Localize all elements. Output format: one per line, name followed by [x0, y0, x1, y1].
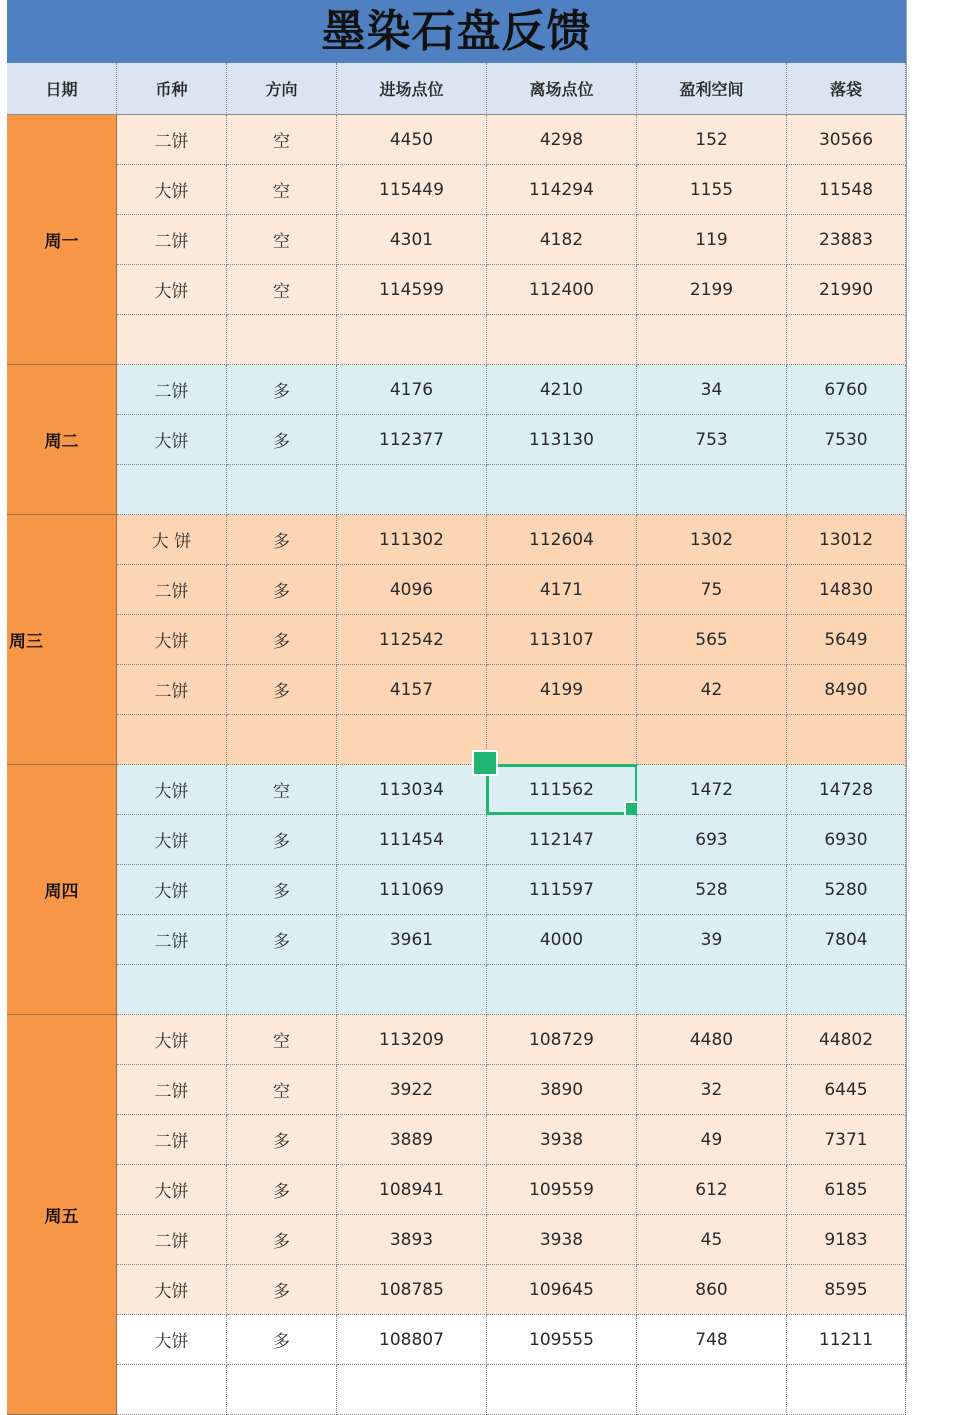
cell-currency[interactable]: 二饼: [117, 915, 227, 965]
cell-profit-range[interactable]: 748: [637, 1315, 787, 1365]
cell-exit-price[interactable]: 109645: [487, 1265, 637, 1315]
cell-direction[interactable]: 多: [227, 865, 337, 915]
cell-realized[interactable]: [787, 715, 906, 765]
cell-currency[interactable]: 大饼: [117, 1315, 227, 1365]
cell-entry-price[interactable]: 108785: [337, 1265, 487, 1315]
cell-direction[interactable]: 多: [227, 915, 337, 965]
column-header-exit-price[interactable]: 离场点位: [487, 63, 637, 115]
cell-realized[interactable]: 14728: [787, 765, 906, 815]
day-label-cell[interactable]: 周三: [7, 515, 117, 765]
cell-realized[interactable]: 8595: [787, 1265, 906, 1315]
cell-exit-price[interactable]: [487, 965, 637, 1015]
cell-profit-range[interactable]: 4480: [637, 1015, 787, 1065]
cell-direction[interactable]: 多: [227, 415, 337, 465]
cell-entry-price[interactable]: [337, 465, 487, 515]
cell-entry-price[interactable]: 4176: [337, 365, 487, 415]
cell-profit-range[interactable]: 49: [637, 1115, 787, 1165]
cell-profit-range[interactable]: 119: [637, 215, 787, 265]
cell-exit-price[interactable]: 112147: [487, 815, 637, 865]
cell-exit-price[interactable]: [487, 1365, 637, 1415]
column-header-entry-price[interactable]: 进场点位: [337, 63, 487, 115]
cell-currency[interactable]: 大饼: [117, 765, 227, 815]
cell-exit-price[interactable]: 3890: [487, 1065, 637, 1115]
cell-entry-price[interactable]: 4096: [337, 565, 487, 615]
cell-direction[interactable]: 多: [227, 1315, 337, 1365]
cell-exit-price[interactable]: 112400: [487, 265, 637, 315]
cell-exit-price[interactable]: [487, 715, 637, 765]
cell-profit-range[interactable]: 34: [637, 365, 787, 415]
cell-realized[interactable]: 7804: [787, 915, 906, 965]
cell-realized[interactable]: [787, 965, 906, 1015]
cell-profit-range[interactable]: 860: [637, 1265, 787, 1315]
cell-realized[interactable]: 7371: [787, 1115, 906, 1165]
cell-currency[interactable]: [117, 715, 227, 765]
day-label-cell[interactable]: 周二: [7, 365, 117, 515]
cell-profit-range[interactable]: 45: [637, 1215, 787, 1265]
cell-currency[interactable]: 大饼: [117, 615, 227, 665]
cell-profit-range[interactable]: 1302: [637, 515, 787, 565]
cell-currency[interactable]: 大饼: [117, 1015, 227, 1065]
cell-profit-range[interactable]: [637, 465, 787, 515]
cell-entry-price[interactable]: 113209: [337, 1015, 487, 1065]
cell-entry-price[interactable]: 3889: [337, 1115, 487, 1165]
cell-direction[interactable]: 多: [227, 615, 337, 665]
cell-profit-range[interactable]: 2199: [637, 265, 787, 315]
cell-entry-price[interactable]: 4157: [337, 665, 487, 715]
cell-profit-range[interactable]: 528: [637, 865, 787, 915]
cell-realized[interactable]: 7530: [787, 415, 906, 465]
cell-realized[interactable]: 6185: [787, 1165, 906, 1215]
cell-profit-range[interactable]: 565: [637, 615, 787, 665]
cell-realized[interactable]: 5649: [787, 615, 906, 665]
cell-direction[interactable]: 多: [227, 565, 337, 615]
day-label-cell[interactable]: 周一: [7, 115, 117, 365]
selected-cell-exit-price[interactable]: 111562: [487, 765, 637, 815]
cell-direction[interactable]: 空: [227, 1065, 337, 1115]
cell-realized[interactable]: 14830: [787, 565, 906, 615]
cell-exit-price[interactable]: 108729: [487, 1015, 637, 1065]
cell-direction[interactable]: 多: [227, 665, 337, 715]
cell-direction[interactable]: 多: [227, 1215, 337, 1265]
cell-exit-price[interactable]: 4182: [487, 215, 637, 265]
cell-realized[interactable]: 23883: [787, 215, 906, 265]
cell-profit-range[interactable]: [637, 1365, 787, 1415]
cell-direction[interactable]: 空: [227, 165, 337, 215]
cell-realized[interactable]: 6760: [787, 365, 906, 415]
cell-exit-price[interactable]: [487, 315, 637, 365]
cell-profit-range[interactable]: 753: [637, 415, 787, 465]
cell-profit-range[interactable]: 39: [637, 915, 787, 965]
cell-realized[interactable]: 11211: [787, 1315, 906, 1365]
cell-currency[interactable]: 二饼: [117, 215, 227, 265]
cell-entry-price[interactable]: 108941: [337, 1165, 487, 1215]
cell-direction[interactable]: 空: [227, 765, 337, 815]
cell-exit-price[interactable]: 113107: [487, 615, 637, 665]
cell-entry-price[interactable]: [337, 1365, 487, 1415]
cell-currency[interactable]: 大饼: [117, 865, 227, 915]
cell-realized[interactable]: 9183: [787, 1215, 906, 1265]
cell-profit-range[interactable]: 42: [637, 665, 787, 715]
cell-currency[interactable]: [117, 465, 227, 515]
cell-realized[interactable]: 44802: [787, 1015, 906, 1065]
cell-direction[interactable]: 空: [227, 1015, 337, 1065]
day-label-cell[interactable]: 周五: [7, 1015, 117, 1415]
cell-profit-range[interactable]: [637, 965, 787, 1015]
sheet-title-text: 墨染石盘反馈: [321, 5, 592, 57]
cell-currency[interactable]: 大 饼: [117, 515, 227, 565]
cell-entry-price[interactable]: 111069: [337, 865, 487, 915]
cell-exit-price[interactable]: 4298: [487, 115, 637, 165]
cell-exit-price[interactable]: 113130: [487, 415, 637, 465]
cell-direction[interactable]: [227, 965, 337, 1015]
cell-currency[interactable]: 二饼: [117, 1215, 227, 1265]
selection-start-handle[interactable]: [472, 750, 498, 776]
cell-currency[interactable]: [117, 965, 227, 1015]
cell-currency[interactable]: 二饼: [117, 1115, 227, 1165]
cell-realized[interactable]: [787, 1365, 906, 1415]
cell-entry-price[interactable]: 4450: [337, 115, 487, 165]
cell-exit-price[interactable]: 114294: [487, 165, 637, 215]
cell-exit-price[interactable]: 3938: [487, 1215, 637, 1265]
cell-currency[interactable]: 大饼: [117, 815, 227, 865]
cell-currency[interactable]: 二饼: [117, 665, 227, 715]
cell-currency[interactable]: 大饼: [117, 165, 227, 215]
cell-direction[interactable]: 空: [227, 115, 337, 165]
cell-direction[interactable]: [227, 715, 337, 765]
cell-currency[interactable]: 大饼: [117, 415, 227, 465]
cell-profit-range[interactable]: 612: [637, 1165, 787, 1215]
column-header-realized[interactable]: 落袋: [787, 63, 906, 115]
cell-currency[interactable]: 大饼: [117, 1265, 227, 1315]
column-header-date[interactable]: 日期: [7, 63, 117, 115]
cell-entry-price[interactable]: 112542: [337, 615, 487, 665]
sheet-right-border: [906, 0, 907, 1382]
cell-direction[interactable]: 多: [227, 1265, 337, 1315]
cell-exit-price[interactable]: 4000: [487, 915, 637, 965]
cell-profit-range[interactable]: 1472: [637, 765, 787, 815]
cell-realized[interactable]: 6930: [787, 815, 906, 865]
cell-currency[interactable]: 二饼: [117, 115, 227, 165]
cell-profit-range[interactable]: 75: [637, 565, 787, 615]
cell-profit-range[interactable]: 693: [637, 815, 787, 865]
cell-entry-price[interactable]: 115449: [337, 165, 487, 215]
cell-exit-price[interactable]: 4210: [487, 365, 637, 415]
cell-currency[interactable]: 二饼: [117, 365, 227, 415]
cell-realized[interactable]: [787, 465, 906, 515]
cell-realized[interactable]: 11548: [787, 165, 906, 215]
cell-profit-range[interactable]: 32: [637, 1065, 787, 1115]
cell-currency[interactable]: 二饼: [117, 565, 227, 615]
cell-profit-range[interactable]: 1155: [637, 165, 787, 215]
cell-direction[interactable]: [227, 1365, 337, 1415]
cell-entry-price[interactable]: 3922: [337, 1065, 487, 1115]
cell-profit-range[interactable]: [637, 315, 787, 365]
cell-entry-price[interactable]: 111454: [337, 815, 487, 865]
cell-direction[interactable]: 空: [227, 265, 337, 315]
cell-entry-price[interactable]: [337, 315, 487, 365]
cell-entry-price[interactable]: [337, 715, 487, 765]
cell-exit-price[interactable]: 112604: [487, 515, 637, 565]
cell-entry-price[interactable]: 3961: [337, 915, 487, 965]
cell-exit-price[interactable]: 109555: [487, 1315, 637, 1365]
cell-realized[interactable]: 30566: [787, 115, 906, 165]
cell-entry-price[interactable]: [337, 965, 487, 1015]
cell-direction[interactable]: [227, 315, 337, 365]
cell-exit-price[interactable]: 4171: [487, 565, 637, 615]
cell-entry-price[interactable]: 111302: [337, 515, 487, 565]
cell-currency[interactable]: 大饼: [117, 265, 227, 315]
day-label-cell[interactable]: 周四: [7, 765, 117, 1015]
cell-currency[interactable]: [117, 1365, 227, 1415]
cell-realized[interactable]: 6445: [787, 1065, 906, 1115]
cell-realized[interactable]: 13012: [787, 515, 906, 565]
cell-direction[interactable]: 多: [227, 515, 337, 565]
cell-direction[interactable]: 空: [227, 215, 337, 265]
cell-realized[interactable]: 21990: [787, 265, 906, 315]
cell-exit-price[interactable]: 109559: [487, 1165, 637, 1215]
column-header-direction[interactable]: 方向: [227, 63, 337, 115]
cell-exit-price[interactable]: 3938: [487, 1115, 637, 1165]
cell-currency[interactable]: 二饼: [117, 1065, 227, 1115]
cell-entry-price[interactable]: 108807: [337, 1315, 487, 1365]
cell-direction[interactable]: [227, 465, 337, 515]
column-header-profit-range[interactable]: 盈利空间: [637, 63, 787, 115]
cell-entry-price[interactable]: 112377: [337, 415, 487, 465]
cell-realized[interactable]: 8490: [787, 665, 906, 715]
cell-direction[interactable]: 多: [227, 1165, 337, 1215]
cell-currency[interactable]: [117, 315, 227, 365]
cell-direction[interactable]: 多: [227, 365, 337, 415]
cell-profit-range[interactable]: [637, 715, 787, 765]
cell-entry-price[interactable]: 4301: [337, 215, 487, 265]
cell-exit-price[interactable]: [487, 465, 637, 515]
cell-direction[interactable]: 多: [227, 815, 337, 865]
cell-exit-price[interactable]: 4199: [487, 665, 637, 715]
column-header-currency[interactable]: 币种: [117, 63, 227, 115]
cell-entry-price[interactable]: 114599: [337, 265, 487, 315]
cell-realized[interactable]: [787, 315, 906, 365]
cell-realized[interactable]: 5280: [787, 865, 906, 915]
cell-currency[interactable]: 大饼: [117, 1165, 227, 1215]
cell-direction[interactable]: 多: [227, 1115, 337, 1165]
cell-entry-price[interactable]: 113034: [337, 765, 487, 815]
cell-profit-range[interactable]: 152: [637, 115, 787, 165]
cell-exit-price[interactable]: 111597: [487, 865, 637, 915]
cell-entry-price[interactable]: 3893: [337, 1215, 487, 1265]
